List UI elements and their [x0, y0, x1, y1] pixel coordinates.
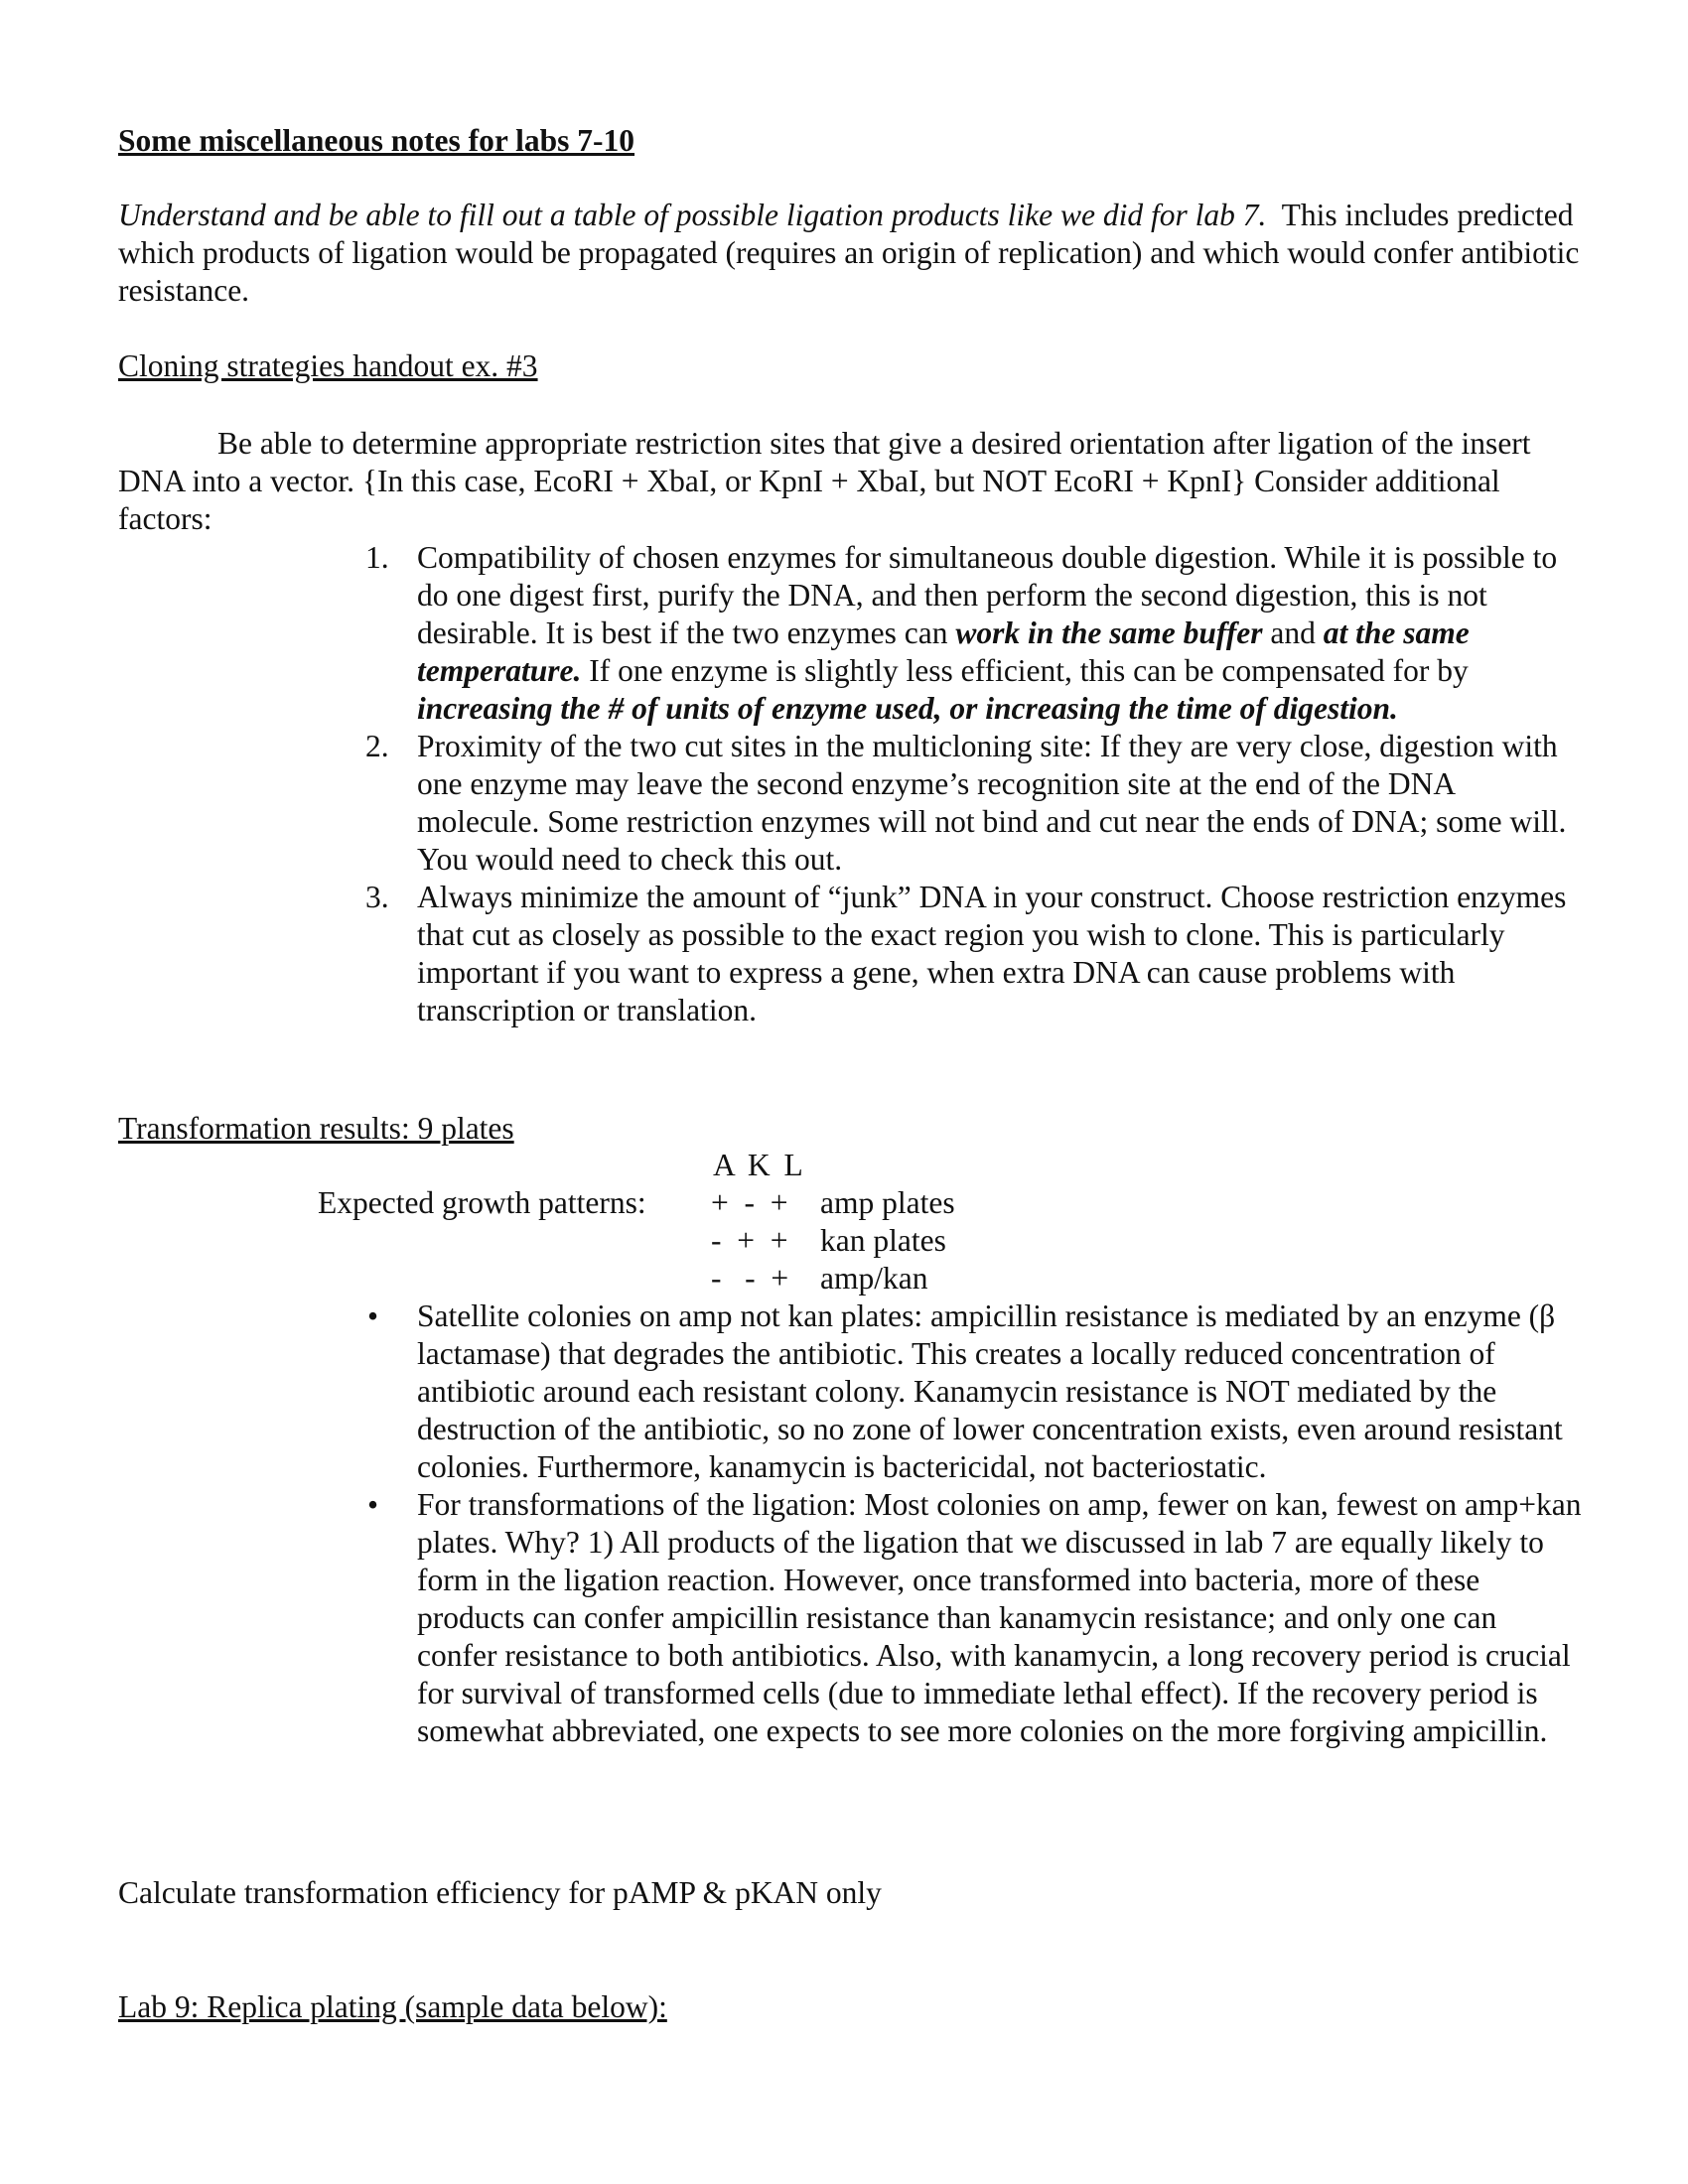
plate-type: amp/kan — [820, 1261, 928, 1296]
list-item — [365, 879, 1577, 1029]
growth-signs: - + + — [711, 1223, 788, 1258]
bullet-text: For transformations of the ligation: Most colonies on amp, fewer on kan, fewest on amp+kan plates. Why? 1) All products of the ligation that we discussed in lab 7 are equally likely to form in the ligation reaction. However, once transformed into bacteria, more of these products can confer ampicillin resistance than kanamycin resistance; and only one can confer resistance to both antibiotics. Also, with kanamycin, a long recovery period is crucial for survival of transformed cells (due to immediate lethal effect). If the recovery period is somewhat abbreviated, one expects to see more colonies on the more forgiving ampicillin. — [417, 1487, 1582, 1748]
list-item — [365, 728, 1577, 879]
bullet-text: Satellite colonies on amp not kan plates: ampicillin resistance is mediated by an enzyme (β lactamase) that degrades the antibiotic. This creates a locally reduced concentration of antibiotic around each resistant colony. Kanamycin resistance is NOT mediated by the destruction of the antibiotic, so no zone of lower concentration exists, even around resistant colonies. Furthermore, kanamycin is bactericidal, not bacteriostatic. — [417, 1298, 1563, 1484]
page-title: Some miscellaneous notes for labs 7-10 — [118, 123, 635, 158]
cloning-paragraph — [118, 425, 1588, 538]
bullet-icon: • — [367, 1298, 379, 1333]
bullet-item — [365, 1297, 1582, 1486]
plate-type: amp plates — [820, 1185, 955, 1220]
lab9-heading: Lab 9: Replica plating (sample data below): — [118, 1989, 667, 2024]
transformation-bullets — [365, 1297, 1582, 1750]
list-number: 2. — [365, 729, 389, 763]
growth-pattern-row — [711, 1260, 927, 1297]
factors-list — [365, 539, 1577, 1029]
emphasis-text: work in the same buffer — [955, 615, 1263, 650]
intro-rest: This includes predicted which products of ligation would be propagated (requires an origin of replication) and which would confer antibiotic resistance. — [118, 198, 1580, 308]
growth-signs: + - + — [711, 1185, 788, 1220]
list-item: 1. Compatibility of chosen enzymes for simultaneous double digestion. While it is possible to do one digest first, purify the DNA, and then perform the second digestion, this is not desirable. It is best if the two enzymes can work in the same buffer and at the same temperature. If one enzyme is slightly less efficient, this can be compensated for by increasing the # of units of enzyme used, or increasing the time of digestion. — [365, 540, 1558, 726]
expected-growth-label: Expected growth patterns: — [318, 1185, 646, 1220]
list-number: 1. — [365, 540, 389, 575]
bullet-item — [365, 1486, 1582, 1750]
emphasis-text: at the same temperature. — [417, 615, 1470, 688]
growth-pattern-row — [711, 1184, 955, 1222]
bullet-icon: • — [367, 1487, 379, 1522]
growth-signs: - - + — [711, 1261, 789, 1296]
calc-instruction: Calculate transformation efficiency for pAMP & pKAN only — [118, 1875, 882, 1910]
akl-column-header: A K L — [713, 1148, 806, 1182]
intro-paragraph — [118, 197, 1588, 310]
cloning-paragraph-text: Be able to determine appropriate restriction sites that give a desired orientation after ligation of the insert DNA into a vector. {In this case, EcoRI + XbaI, or KpnI + XbaI, but NOT EcoRI + KpnI} Consider additional factors: — [118, 426, 1531, 536]
cloning-heading: Cloning strategies handout ex. #3 — [118, 348, 538, 383]
plate-type: kan plates — [820, 1223, 946, 1258]
intro-italic: Understand and be able to fill out a table of possible ligation products like we did for lab 7. — [118, 198, 1267, 232]
list-number: 3. — [365, 880, 389, 914]
emphasis-text: increasing the # of units of enzyme used, or increasing the time of digestion. — [417, 691, 1398, 726]
list-item-text: Proximity of the two cut sites in the multicloning site: If they are very close, digestion with one enzyme may leave the second enzyme’s recognition site at the end of the DNA molecule. Some restriction enzymes will not bind and cut near the ends of DNA; some will. You would need to check this out. — [417, 729, 1567, 877]
transformation-heading: Transformation results: 9 plates — [118, 1111, 514, 1146]
growth-pattern-row — [711, 1222, 946, 1260]
list-item-text: Always minimize the amount of “junk” DNA in your construct. Choose restriction enzymes that cut as closely as possible to the exact region you wish to clone. This is particularly important if you want to express a gene, when extra DNA can cause problems with transcription or translation. — [417, 880, 1567, 1027]
